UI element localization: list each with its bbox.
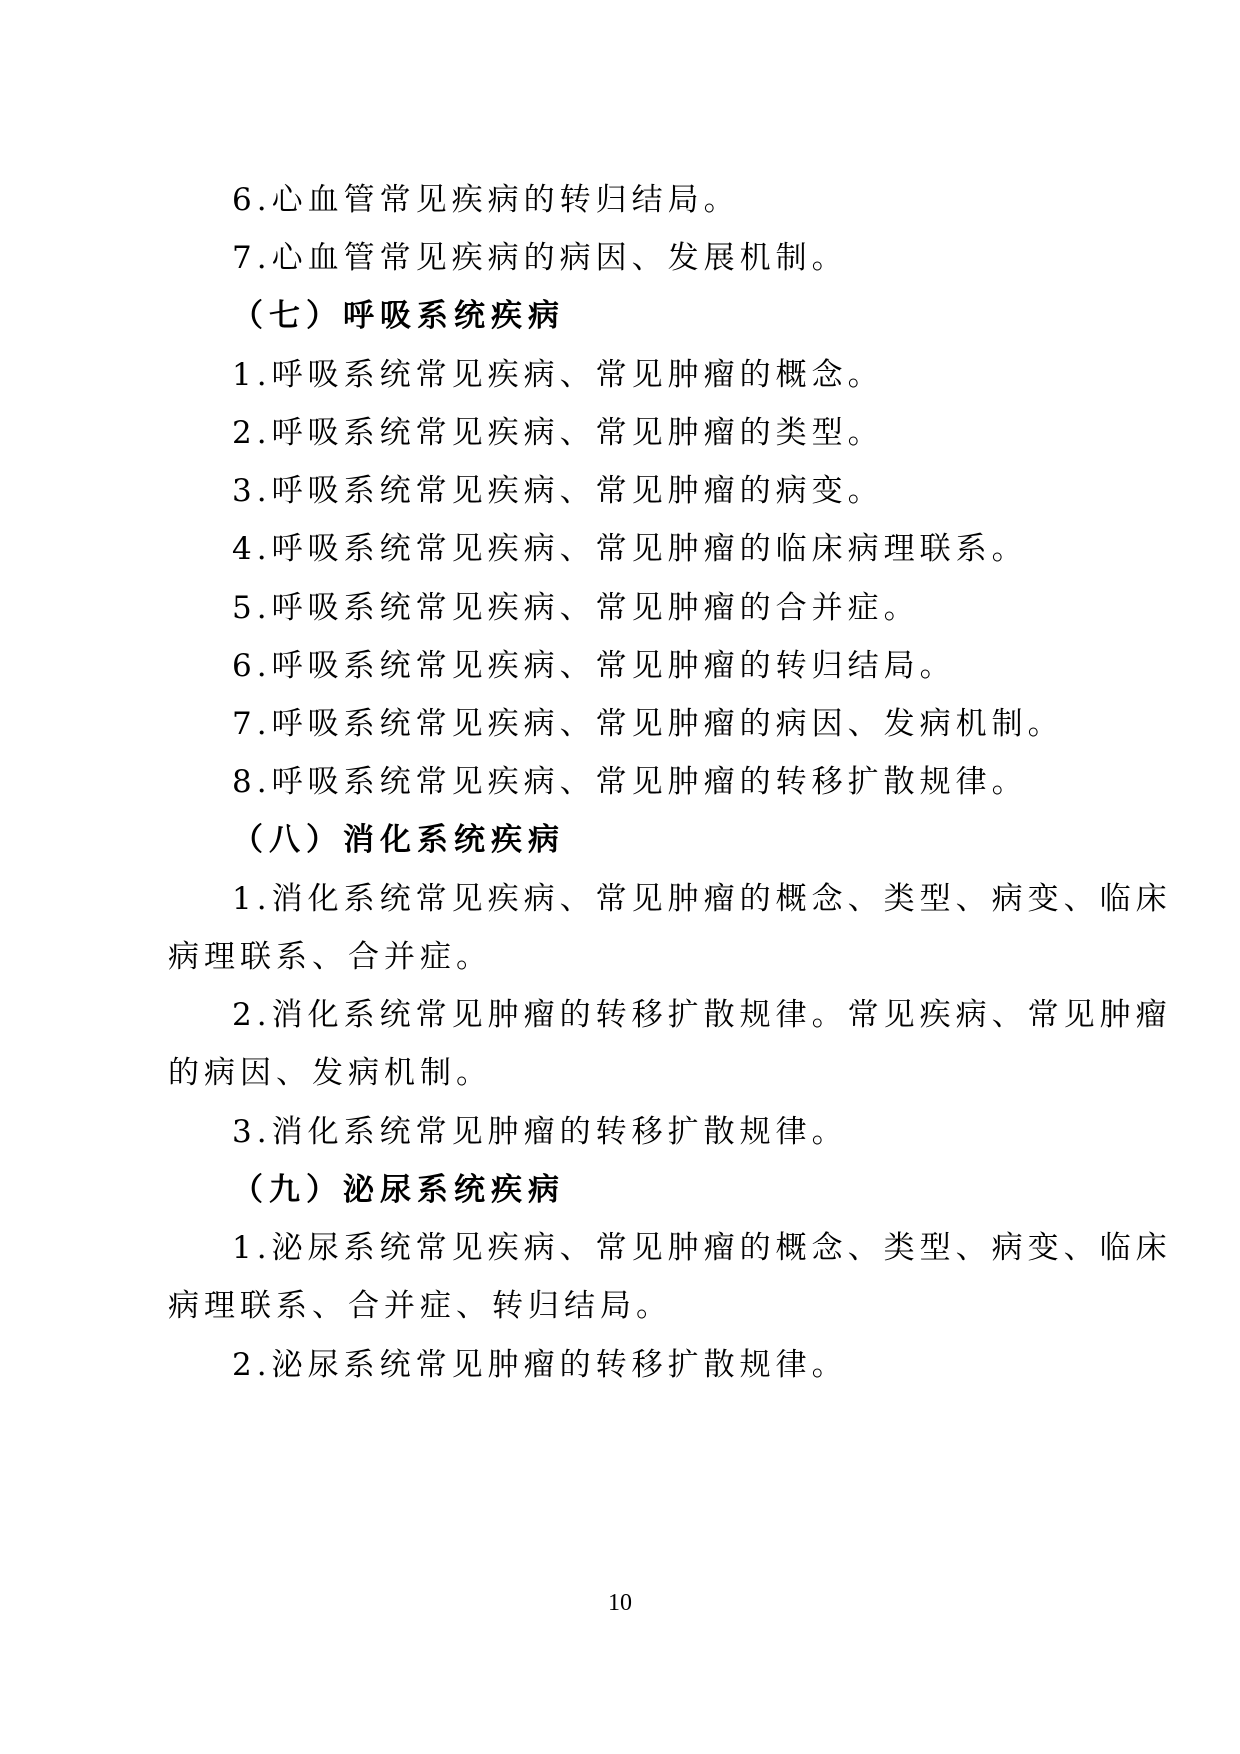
page-number: 10 (608, 1590, 632, 1616)
list-item: 5.呼吸系统常见疾病、常见肿瘤的合并症。 (232, 590, 920, 626)
list-item-continuation: 病理联系、合并症。 (168, 939, 492, 975)
section-heading-respiratory: （七）呼吸系统疾病 (232, 298, 565, 334)
list-item: 4.呼吸系统常见疾病、常见肿瘤的临床病理联系。 (232, 531, 1028, 567)
list-item: 3.呼吸系统常见疾病、常见肿瘤的病变。 (232, 473, 884, 509)
list-item: 2.消化系统常见肿瘤的转移扩散规律。常见疾病、常见肿瘤 (232, 997, 1172, 1033)
list-item: 1.呼吸系统常见疾病、常见肿瘤的概念。 (232, 357, 884, 393)
list-item: 7.呼吸系统常见疾病、常见肿瘤的病因、发病机制。 (232, 706, 1064, 742)
list-item: 6.呼吸系统常见疾病、常见肿瘤的转归结局。 (232, 648, 956, 684)
section-heading-digestive: （八）消化系统疾病 (232, 822, 565, 858)
list-item: 2.呼吸系统常见疾病、常见肿瘤的类型。 (232, 415, 884, 451)
list-item: 8.呼吸系统常见疾病、常见肿瘤的转移扩散规律。 (232, 764, 1028, 800)
list-item-continuation: 的病因、发病机制。 (168, 1055, 492, 1091)
section-heading-urinary: （九）泌尿系统疾病 (232, 1172, 565, 1208)
list-item: 3.消化系统常见肿瘤的转移扩散规律。 (232, 1114, 848, 1150)
list-item: 1.泌尿系统常见疾病、常见肿瘤的概念、类型、病变、临床 (232, 1230, 1172, 1266)
list-item: 7.心血管常见疾病的病因、发展机制。 (232, 240, 848, 276)
list-item: 6.心血管常见疾病的转归结局。 (232, 182, 740, 218)
list-item: 2.泌尿系统常见肿瘤的转移扩散规律。 (232, 1347, 848, 1383)
list-item-continuation: 病理联系、合并症、转归结局。 (168, 1288, 672, 1324)
list-item: 1.消化系统常见疾病、常见肿瘤的概念、类型、病变、临床 (232, 881, 1172, 917)
